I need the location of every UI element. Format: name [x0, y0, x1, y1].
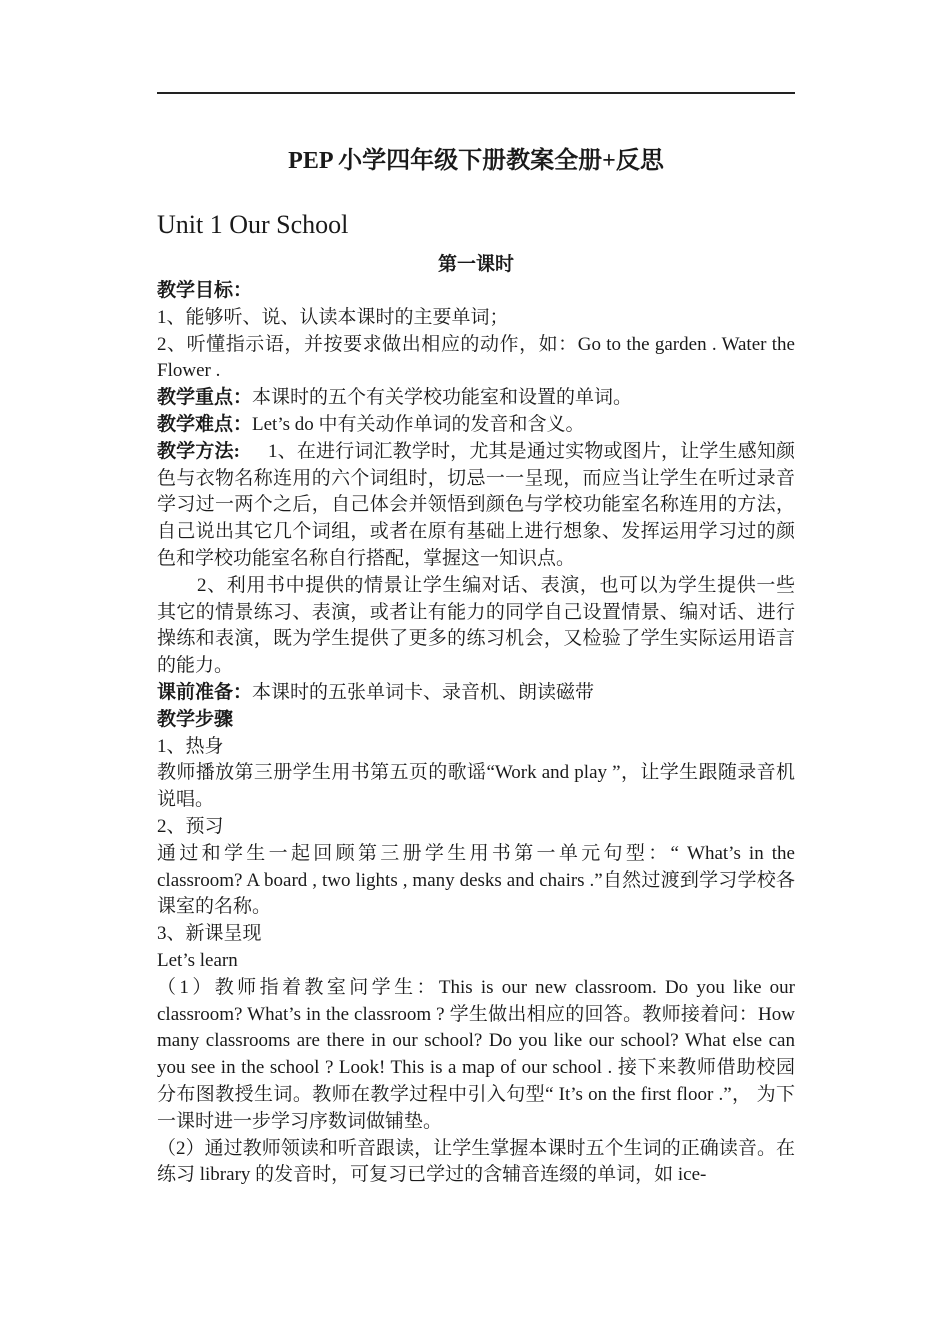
methods — [157, 439, 795, 573]
header-rule — [157, 92, 795, 94]
prep-text: 本课时的五张单词卡、录音机、朗读磁带 — [252, 681, 595, 703]
document-title: PEP 小学四年级下册教案全册+反思 — [288, 148, 664, 174]
document-body — [157, 140, 795, 1189]
unit-heading: Unit 1 Our School — [157, 210, 349, 239]
step-3-title: 3、新课呈现 — [157, 923, 262, 945]
steps-label: 教学步骤 — [157, 708, 234, 730]
step-1-text: 教师播放第三册学生用书第五页的歌谣“Work and play ”，让学生跟随录音机说唱。 — [157, 762, 795, 811]
step-2-text: 通过和学生一起回顾第三册学生用书第一单元句型：“ What’s in the classroom? A board , two lights , many desks and chairs .”自然过渡到学习学校各课室的名称。 — [157, 842, 795, 918]
step-3-para-2: （2）通过教师领读和听音跟读，让学生掌握本课时五个生词的正确读音。在练习 library 的发音时，可复习已学过的含辅音连缀的单词，如 ice- — [157, 1137, 795, 1186]
key-points-label: 教学重点： — [157, 387, 253, 409]
goal-item-2: 2、听懂指示语，并按要求做出相应的动作，如：Go to the garden . Water the Flower . — [157, 333, 795, 382]
methods-label: 教学方法: — [157, 440, 240, 462]
goal-item-1: 1、能够听、说、认读本课时的主要单词； — [157, 306, 509, 328]
key-points — [157, 385, 795, 412]
methods-para-2: 2、利用书中提供的情景让学生编对话、表演，也可以为学生提供一些其它的情景练习、表演，或者让有能力的同学自己设置情景、编对话、进行操练和表演，既为学生提供了更多的练习机会，又检验了学生实际运用语言的能力。 — [157, 574, 795, 677]
lesson-heading: 第一课时 — [437, 254, 514, 275]
difficulties — [157, 412, 795, 439]
methods-para-1: 1、在进行词汇教学时，尤其是通过实物或图片，让学生感知颜色与衣物名称连用的六个词组时，切忌一一呈现，而应当让学生在听过录音学习过一两个之后，自己体会并领悟到颜色与学校功能室名称连用的方法，自己说出其它几个词组，或者在原有基础上进行想象、发挥运用学习过的颜色和学校功能室名称自行搭配，掌握这一知识点。 — [157, 440, 795, 569]
step-3-subtitle: Let’s learn — [157, 949, 238, 971]
prep-label: 课前准备： — [157, 681, 253, 703]
prep — [157, 680, 795, 707]
difficulties-text: Let’s do 中有关动作单词的发音和含义。 — [252, 413, 585, 435]
step-2-title: 2、预习 — [157, 815, 224, 837]
step-1-title: 1、热身 — [157, 735, 224, 757]
key-points-text: 本课时的五个有关学校功能室和设置的单词。 — [252, 387, 633, 409]
difficulties-label: 教学难点： — [157, 413, 253, 435]
goals-label: 教学目标： — [157, 280, 253, 301]
step-3-para-1: （1）教师指着教室问学生：This is our new classroom. Do you like our classroom? What’s in the classroom ? 学生做出相应的回答。教师接着问：How many classrooms are there in our school? Do you like our school? What else can you see in the school ? Look! This is a map of our school . 接下来教师借助校园分布图教授生词。教师在教学过程中引入句型“ It’s on the first floor .”， 为下一课时进一步学习序数词做铺垫。 — [157, 976, 795, 1132]
